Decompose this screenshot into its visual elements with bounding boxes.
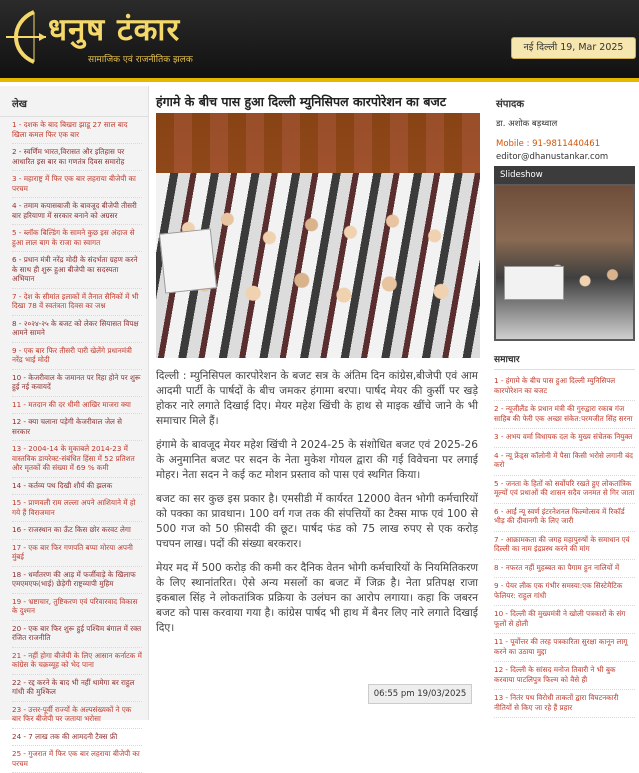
- article-timestamp: 06:55 pm 19/03/2025: [368, 684, 472, 704]
- article-link[interactable]: 23 - उत्तर-पूर्वी राज्यों के अल्पसंख्यकों ने एक बार फिर बीजेपी पर जताया भरोसा: [12, 702, 142, 729]
- article-link[interactable]: 19 - भ्रष्टाचार, तुष्टिकरण एवं परिवारवाद विकास के दुश्मन: [12, 594, 142, 621]
- article-paragraph: दिल्ली : म्युनिसिपल कारपोरेशन के बजट सत्र के अंतिम दिन कांग्रेस,बीजेपी एवं आम आदमी पार्टी के पार्षदों के बीच जमकर हंगामा बरपा। पार्षद मेयर की कुर्सी पर खड़े होकर नारे लगाते दिखाई दिए। मेयर महेश खिंची के हाथ से माइक खींचे जाने के भी समाचार मिले हैं।: [156, 370, 478, 427]
- news-link[interactable]: 4 - न्यू फ्रेंड्स कॉलोनी में पैसा किसी भरोसे लगानी बंद करो: [494, 448, 635, 476]
- news-link[interactable]: 12 - दिल्ली के सांसद मनोज तिवारी ने भी बुक करवाया पाटलिपुत्र फिल्म को वैसे ही: [494, 662, 635, 690]
- article-link[interactable]: 14 - कर्तव्य पथ दिखी शौर्य की झलक: [12, 478, 142, 496]
- editor-heading: संपादक: [496, 99, 525, 110]
- news-link[interactable]: 6 - आईं न्यू स्वर्ण इंटरनेशनल फिल्मोत्सव में रिकॉर्ड भीड़ की दीवानगी के लिए जारी: [494, 504, 635, 532]
- news-link[interactable]: 13 - नितंर पथ विरोधी ताकतों द्वारा विघटनकारी नीतियों से किए जा रहे हैं प्रहार: [494, 690, 635, 718]
- article-paragraph: बजट का सर कुछ इस प्रकार है। एमसीडी में कार्यरत 12000 वेतन भोगी कर्मचारियों को पक्का का प्रावधान। 100 वर्ग गज तक की संपत्तियों का टैक्स माफ एवं 100 से 500 गज को 50 फ़ीसदी की छूट। पार्षद फंड को 75 लाख रुपए से एक करोड़ पचपन लाख। पदों की संख्या बरकरार।: [156, 493, 478, 550]
- article-link[interactable]: 18 - धर्मांतरण की आड़ में फर्जीवाड़े के खिलाफ एमएमएफ(भाई) छेड़ेगी राष्ट्रव्यापी मुहिम: [12, 567, 142, 594]
- news-link[interactable]: 7 - आक्रामकता की जगह महापुरुषों के समाधान एवं दिल्ली का नाम इंद्रप्रस्थ करने की मांग: [494, 532, 635, 560]
- news-heading: समाचार: [494, 352, 635, 370]
- article-title: हंगामे के बीच पास हुआ दिल्ली म्युनिसिपल कारपोरेशन का बजट: [156, 94, 447, 109]
- news-link[interactable]: 10 - दिल्ली की मुख्यमंत्री ने खोली पत्रकारों के संग फूलों से होली: [494, 606, 635, 634]
- article-link[interactable]: 1 - दशक के बाद बिखरा झाडू 27 साल बाद खिला कमल फिर एक बार: [12, 117, 142, 144]
- articles-list: [0, 117, 148, 773]
- article-link[interactable]: 11 - मतदान की दर धीमी आखिर माजरा क्या: [12, 397, 142, 415]
- articles-heading: लेख: [0, 86, 148, 117]
- slideshow-image[interactable]: [496, 186, 633, 339]
- article-link[interactable]: 12 - क्या चलाना पड़ेगी केजरीवाल जेल से सरकार: [12, 414, 142, 441]
- bow-arrow-icon: [4, 8, 48, 66]
- article-paragraph: हंगामे के बावजूद मेयर महेश खिंची ने 2024-25 के संशोधित बजट एवं 2025-26 के अनुमानित बजट पर सदन के नेता मुकेश गोयल द्वारा की गई विवेचना पर लगाई मोहर। नेता सदन ने कई कट मोशन प्रस्ताव को पास एवं स्थगित किया।: [156, 439, 478, 481]
- news-link[interactable]: 5 - जनता के हितों को सर्वोपरि रखते हुए लोकतांत्रिक मूल्यों एवं प्रथाओं की शासन सदैव जनमत से गिर जाता: [494, 476, 635, 504]
- article-body: [156, 369, 478, 645]
- news-list: [494, 373, 635, 718]
- article-link[interactable]: 4 - तमाम कयासबाजी के बावजूद बीजेपी तीसरी बार हरियाणा में सरकार बनाने को अग्रसर: [12, 198, 142, 225]
- slideshow-label: Slideshow: [494, 166, 635, 184]
- site-title[interactable]: धनुष टंकार: [48, 12, 181, 48]
- article-link[interactable]: 15 - प्राणवली राम लल्ला अपने आशियाने में हो गये हैं विराजमान: [12, 495, 142, 522]
- article-link[interactable]: 3 - महाराष्ट्र में फिर एक बार लहराया बीजेपी का परचम: [12, 171, 142, 198]
- article-link[interactable]: 8 - २०२४-२५ के बजट को लेकर सियासत विपक्ष आमने सामने: [12, 316, 142, 343]
- article-link[interactable]: 13 - 2004-14 के मुकाबले 2014-23 में वास्तविक डायरेक्ट-संबंधित हिंसा में 52 प्रतिशत और मृतकों की संख्या में 69 % कमी: [12, 441, 142, 478]
- news-link[interactable]: 9 - पेयर लीक एक गंभीर समस्या:एक सिस्टेमैटिक फेलियर: राहुल गांधी: [494, 578, 635, 606]
- news-link[interactable]: 1 - हंगामे के बीच पास हुआ दिल्ली म्युनिसिपल कारपोरेशन का बजट: [494, 373, 635, 401]
- article-link[interactable]: 9 - एक बार फिर तीसरी पारी खेलेंगे प्रधानमंत्री नरेंद्र भाई मोदी: [12, 343, 142, 370]
- news-link[interactable]: 2 - न्यूजीलैंड के प्रधान मंत्री की गुरुद्वारा रकाब गंज साहिब की फेरी एक अच्छा संकेत:परमजीत सिंह सरना: [494, 401, 635, 429]
- article-link[interactable]: 7 - देश के सीमांत इलाकों में तैनात सैनिकों में भी दिखा 78 वें स्वतंत्रता दिवस का जश्न: [12, 289, 142, 316]
- right-sidebar: [490, 86, 639, 720]
- editor-email-link[interactable]: editor@dhanustankar.com: [496, 152, 609, 162]
- article-link[interactable]: 2 - स्वर्णिम भारत,विरासत और इतिहास पर आधारित इस बार का गणतंत्र दिवस समारोह: [12, 144, 142, 171]
- site-header: [0, 0, 639, 82]
- article-link[interactable]: 22 - रद्द करने के बाद भी नहीं थामेगा बर राहुल गांधी की मुश्किल: [12, 675, 142, 702]
- editor-box: [490, 86, 639, 168]
- slideshow[interactable]: [494, 166, 635, 341]
- news-link[interactable]: 8 - नफरत नहीं मुहब्बत का पैगाम हुन नालियों में: [494, 560, 635, 579]
- article-link[interactable]: 16 - राजस्थान का ऊँट किस छोर करवट लेगा: [12, 522, 142, 540]
- article-link[interactable]: 20 - एक बार फिर शुरू हुई पश्चिम बंगाल में रक्त रंजित राजनीति: [12, 621, 142, 648]
- editor-name: डा. अशोक बड़थ्वाल: [496, 119, 558, 129]
- site-tagline: सामाजिक एवं राजनीतिक झलक: [88, 55, 193, 65]
- news-link[interactable]: 11 - पूर्वोत्तर की तरह पत्रकारिता सुरक्षा कानून लागू करने का उठाया मुद्दा: [494, 634, 635, 662]
- article-link[interactable]: 17 - एक बार फिर गणपति बप्पा मोरया अपनी मुंबई: [12, 540, 142, 567]
- article-photo: [156, 113, 480, 358]
- photo-placard: [159, 228, 217, 293]
- news-link[interactable]: 3 - अभय वर्मा विधायक दल के मुख्य संचेतक नियुक्त: [494, 429, 635, 448]
- article-link[interactable]: 5 - ब्लॉक बिल्डिंग के सामने कुछ इस अंदाज से हुआ लाल बाग के राजा का स्वागत: [12, 225, 142, 252]
- main-article: [152, 86, 486, 720]
- article-link[interactable]: 24 - 7 लाख तक की आमदनी टैक्स फ्री: [12, 729, 142, 747]
- article-link[interactable]: 21 - नहीं होगा बीजेपी के लिए आसान कर्नाटक में कांग्रेस के चक्रव्यूह को भेद पाना: [12, 648, 142, 675]
- editor-mobile: Mobile : 91-9811440461: [496, 139, 601, 149]
- article-link[interactable]: 10 - केजरीवाल के जमानत पर रिहा होने पर शुरू हुई नई कवायदें: [12, 370, 142, 397]
- article-link[interactable]: 25 - गुजरात में फिर एक बार लहराया बीजेपी का परचम: [12, 746, 142, 773]
- date-badge: नई दिल्ली 19, Mar 2025: [511, 37, 636, 59]
- article-link[interactable]: 6 - प्रधान मंत्री नरेंद्र मोदी के संदर्भता ग्रहण करने के साथ ही शुरू हुआ बीजेपी का सदस्यता अभियान: [12, 252, 142, 289]
- article-paragraph: मेयर मद में 500 करोड़ की कमी कर दैनिक वेतन भोगी कर्मचारियों के नियमितिकरण के लिए स्थानांतरित। ऐसे अन्य मसलों का बजट में जिक्र है। नेता प्रतिपक्ष राजा इकबाल सिंह ने लोकतांत्रिक प्रक्रिया के उलंघन का आरोप लगाया। कहा कि जबरन बजट को पास करवाया गया है। कांग्रेस पार्षद भी हाथ में बैनर लिए नारे लगाते दिखाई दिए।: [156, 562, 478, 634]
- left-sidebar: [0, 86, 149, 768]
- slide-banner: [504, 266, 564, 300]
